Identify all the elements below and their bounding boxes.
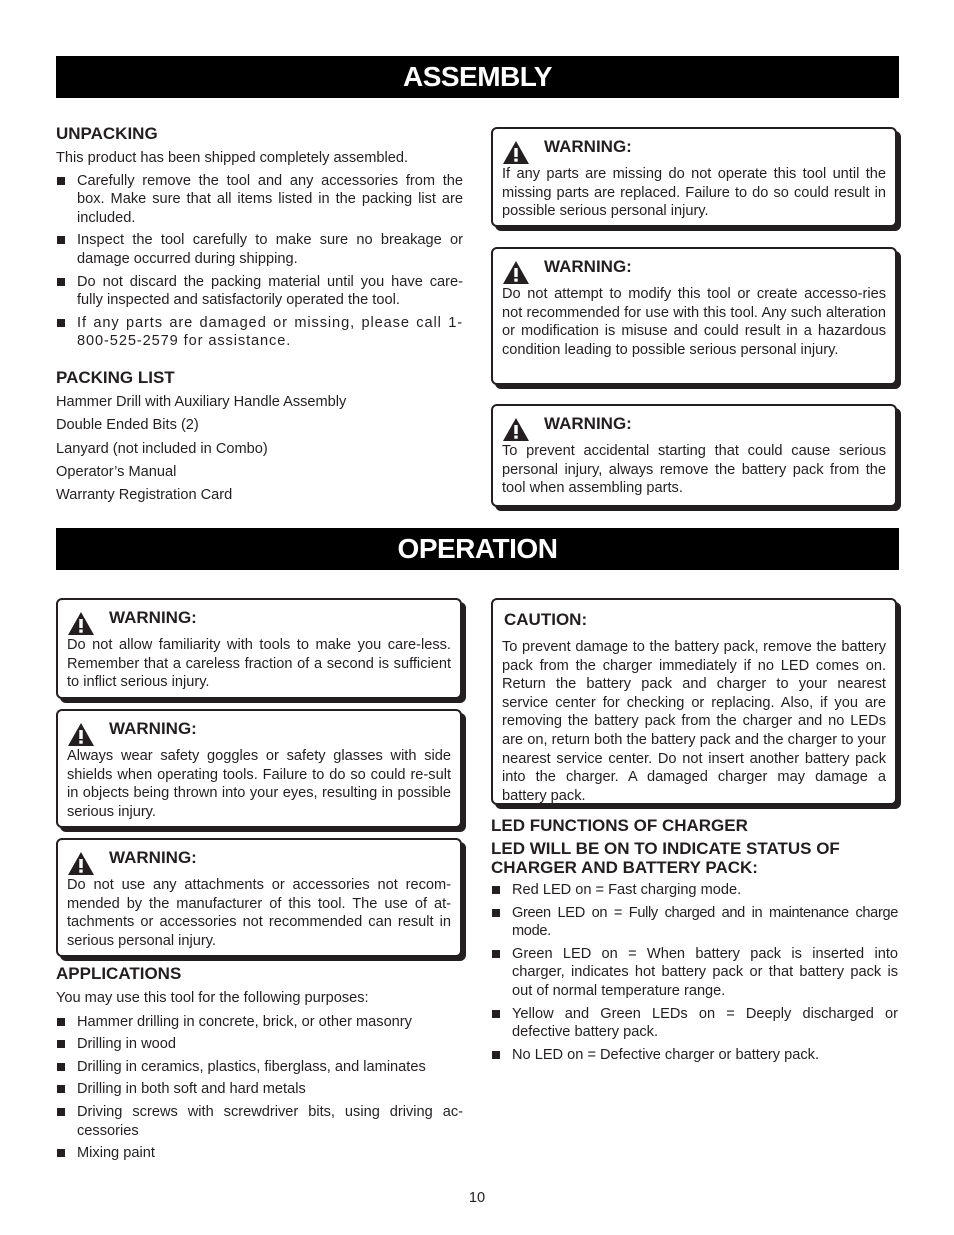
page-number: 10 — [468, 1190, 486, 1206]
list-item: Double Ended Bits (2) — [56, 417, 199, 434]
assembly-banner: ASSEMBLY — [56, 56, 899, 98]
warning-box — [56, 709, 462, 828]
operation-banner: OPERATION — [56, 528, 899, 570]
list-item: Red LED on = Fast charging mode. — [491, 881, 898, 900]
warning-triangle-icon — [502, 417, 530, 442]
warning-triangle-icon — [502, 260, 530, 285]
led-heading-2: LED WILL BE ON TO INDICATE STATUS OF CHARGER AND BATTERY PACK: — [491, 839, 840, 877]
warning-label: WARNING: — [544, 414, 632, 433]
led-list — [491, 881, 898, 1064]
warning-text: Do not attempt to modify this tool or create accesso-ries not recommended for use with this tool. Any such alteration or modification is misuse and could result in a hazardous condition leading to possible serious personal injury. — [502, 286, 886, 358]
unpacking-heading: UNPACKING — [56, 124, 158, 143]
warning-triangle-icon — [502, 140, 530, 165]
warning-box — [491, 404, 897, 507]
unpacking-intro: This product has been shipped completely assembled. — [56, 150, 409, 166]
warning-triangle-icon — [67, 722, 95, 747]
warning-label: WARNING: — [109, 848, 197, 867]
applications-section — [56, 964, 463, 1167]
warning-text: Do not use any attachments or accessories not recom-mended by the manufacturer of this tool. The use of at-tachments or accessories not recommended can result in serious personal injury. — [67, 877, 451, 949]
packing-list — [56, 393, 463, 504]
packing-list-heading: PACKING LIST — [56, 368, 175, 387]
warning-triangle-icon — [67, 611, 95, 636]
list-item: Drilling in wood — [56, 1035, 463, 1054]
list-item: Drilling in both soft and hard metals — [56, 1080, 463, 1099]
warning-label: WARNING: — [544, 137, 632, 156]
packing-list-section — [56, 368, 463, 509]
list-item: If any parts are damaged or missing, please call 1-800-525-2579 for assistance. — [56, 314, 463, 351]
caution-label: CAUTION: — [504, 610, 588, 629]
list-item: Green LED on = When battery pack is inserted into charger, indicates hot battery pack or that battery pack is out of normal temperature range. — [491, 945, 898, 1001]
applications-heading: APPLICATIONS — [56, 964, 182, 983]
applications-list — [56, 1013, 463, 1163]
list-item: Hammer drilling in concrete, brick, or other masonry — [56, 1013, 463, 1032]
list-item: Hammer Drill with Auxiliary Handle Assembly — [56, 394, 347, 410]
warning-box — [491, 127, 897, 227]
list-item: Green LED on = Fully charged and in maintenance charge mode. — [491, 904, 898, 941]
warning-text: If any parts are missing do not operate this tool until the missing parts are replaced. Failure to do so could result in possible serious personal injury. — [502, 166, 886, 220]
warning-text: Always wear safety goggles or safety glasses with side shields when operating tools. Failure to do so could re-sult in objects being thrown into your eyes, resulting in possible serious injury. — [67, 748, 451, 820]
list-item: Carefully remove the tool and any accessories from the box. Make sure that all items listed in the packing list are included. — [56, 172, 463, 228]
warning-text: Do not allow familiarity with tools to make you care-less. Remember that a careless fraction of a second is sufficient to inflict serious injury. — [67, 637, 451, 691]
warning-triangle-icon — [67, 851, 95, 876]
warning-box — [491, 247, 897, 385]
list-item: Driving screws with screwdriver bits, using driving ac-cessories — [56, 1103, 463, 1140]
list-item: Lanyard (not included in Combo) — [56, 440, 268, 457]
applications-intro: You may use this tool for the following purposes: — [56, 990, 369, 1006]
unpacking-section — [56, 124, 463, 355]
led-heading-1: LED FUNCTIONS OF CHARGER — [491, 816, 748, 835]
caution-text: To prevent damage to the battery pack, remove the battery pack from the charger immediately if no LED comes on. Return the battery pack and charger to your nearest service center for checking or replacing. Also, if you are removing the battery pack from the charger and no LEDs are on, return both the battery pack and the charger to your nearest service center. Do not insert another battery pack into the charger. A damaged charger may damage a battery pack. — [502, 639, 886, 804]
caution-box — [491, 598, 897, 805]
list-item: No LED on = Defective charger or battery pack. — [491, 1046, 898, 1065]
warning-label: WARNING: — [109, 608, 197, 627]
unpacking-list — [56, 172, 463, 351]
list-item: Mixing paint — [56, 1144, 463, 1163]
list-item: Yellow and Green LEDs on = Deeply discharged or defective battery pack. — [491, 1005, 898, 1042]
warning-text: To prevent accidental starting that could cause serious personal injury, always remove the battery pack from the tool when assembling parts. — [502, 443, 886, 497]
list-item: Drilling in ceramics, plastics, fiberglass, and laminates — [56, 1058, 463, 1077]
list-item: Inspect the tool carefully to make sure no breakage or damage occurred during shipping. — [56, 231, 463, 268]
warning-box — [56, 598, 462, 699]
led-functions-section — [491, 816, 898, 1068]
list-item: Operator’s Manual — [56, 463, 177, 480]
warning-box — [56, 838, 462, 957]
warning-label: WARNING: — [544, 257, 632, 276]
list-item: Do not discard the packing material until you have care-fully inspected and satisfactorily operated the tool. — [56, 273, 463, 310]
warning-label: WARNING: — [109, 719, 197, 738]
list-item: Warranty Registration Card — [56, 487, 233, 504]
